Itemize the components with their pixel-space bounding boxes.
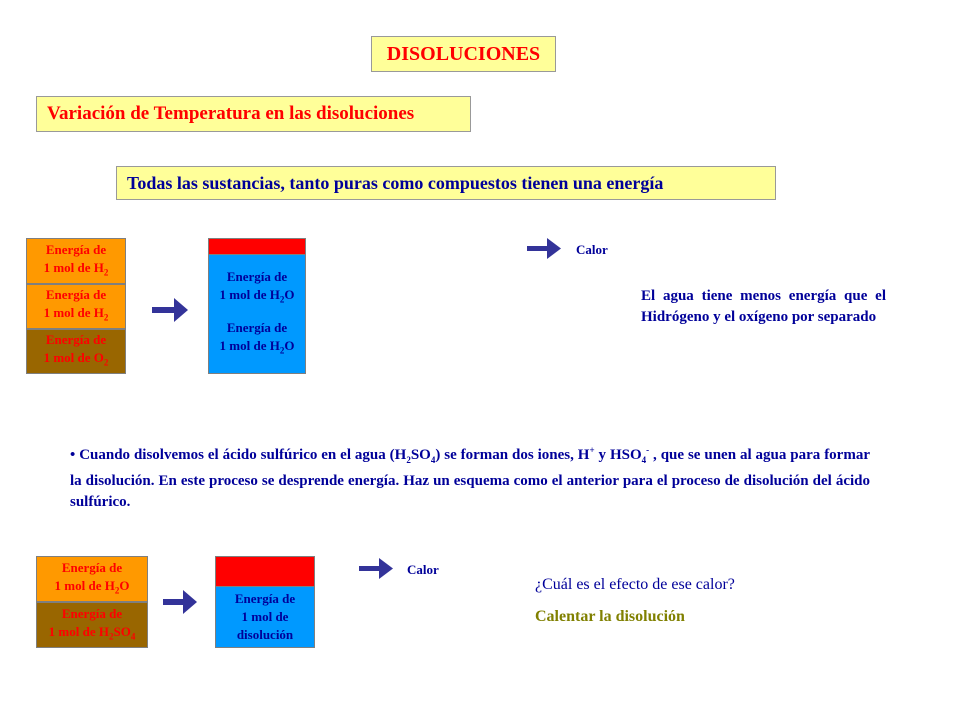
cell-line: Energía de [226,320,288,336]
cell-line: Energía de [45,241,107,257]
cell-line: 1 mol de $H_2$ [43,259,109,278]
energy-cell-h2-a [26,238,126,284]
instruction-paragraph: • Cuando disolvemos el ácido sulfúrico en el agua $(H_2SO_4)$ se forman dos iones, H+ y $HSO_4^-$ , que se unen al agua para formar la disolución. En este proceso se desprende energía. Haz un esquema como el anterior para el proceso de disolución del ácido sulfúrico. [70,445,870,510]
cell-line: 1 mol de [241,609,289,624]
section-subtitle: Variación de Temperatura en las disoluciones [36,96,471,132]
heat-arrow-icon [359,557,393,581]
cell-line: Energía de [226,269,288,285]
energy-cell-h2o [36,556,148,602]
products-stack [208,238,306,374]
solution-energy-block [215,587,315,648]
heat-label: Calor [576,242,608,257]
bullet: • [70,447,76,463]
dissolution-arrow-icon [163,589,197,615]
cell-line: 1 mol de $H_2O$ [219,287,295,305]
reactants-stack [26,238,126,374]
cell-line: 1 mol de $H_2SO_4$ [48,623,136,642]
heat-arrow-icon [527,237,561,261]
cell-line: Energía de [61,605,123,621]
water-energy-b [220,319,295,360]
cell-line: 1 mol de $H_2$ [43,305,109,323]
question-text: ¿Cuál es el efecto de ese calor? [535,576,735,593]
released-energy-bar-2 [215,556,315,587]
cell-line: Energía de [45,287,107,303]
cell-line: Energía de [234,591,296,606]
cell-line: 1 mol de $H_2O$ [54,577,130,596]
cell-line: Energía de [61,559,123,575]
water-explanation: El agua tiene menos energía que el Hidrógeno y el oxígeno por separado [641,288,886,325]
page-title: DISOLUCIONES [371,36,556,72]
energy-cell-o2 [26,329,126,374]
water-energy-block [208,255,306,374]
released-energy-bar [208,238,306,255]
cell-line: 1 mol de $O_2$ [43,350,109,368]
solution-reactants-stack [36,556,148,648]
cell-line: disolución [236,627,294,642]
cell-line: Energía de [45,332,107,348]
water-energy-a [220,268,295,309]
heat-label-2: Calor [407,562,439,577]
solution-products-stack [215,556,315,648]
statement-box: Todas las sustancias, tanto puras como compuestos tienen una energía [116,166,776,200]
energy-cell-h2so4 [36,602,148,648]
energy-cell-h2-b [26,284,126,329]
cell-line: 1 mol de $H_2O$ [219,338,295,356]
reaction-arrow-icon [152,296,188,324]
answer-text: Calentar la disolución [535,608,685,625]
